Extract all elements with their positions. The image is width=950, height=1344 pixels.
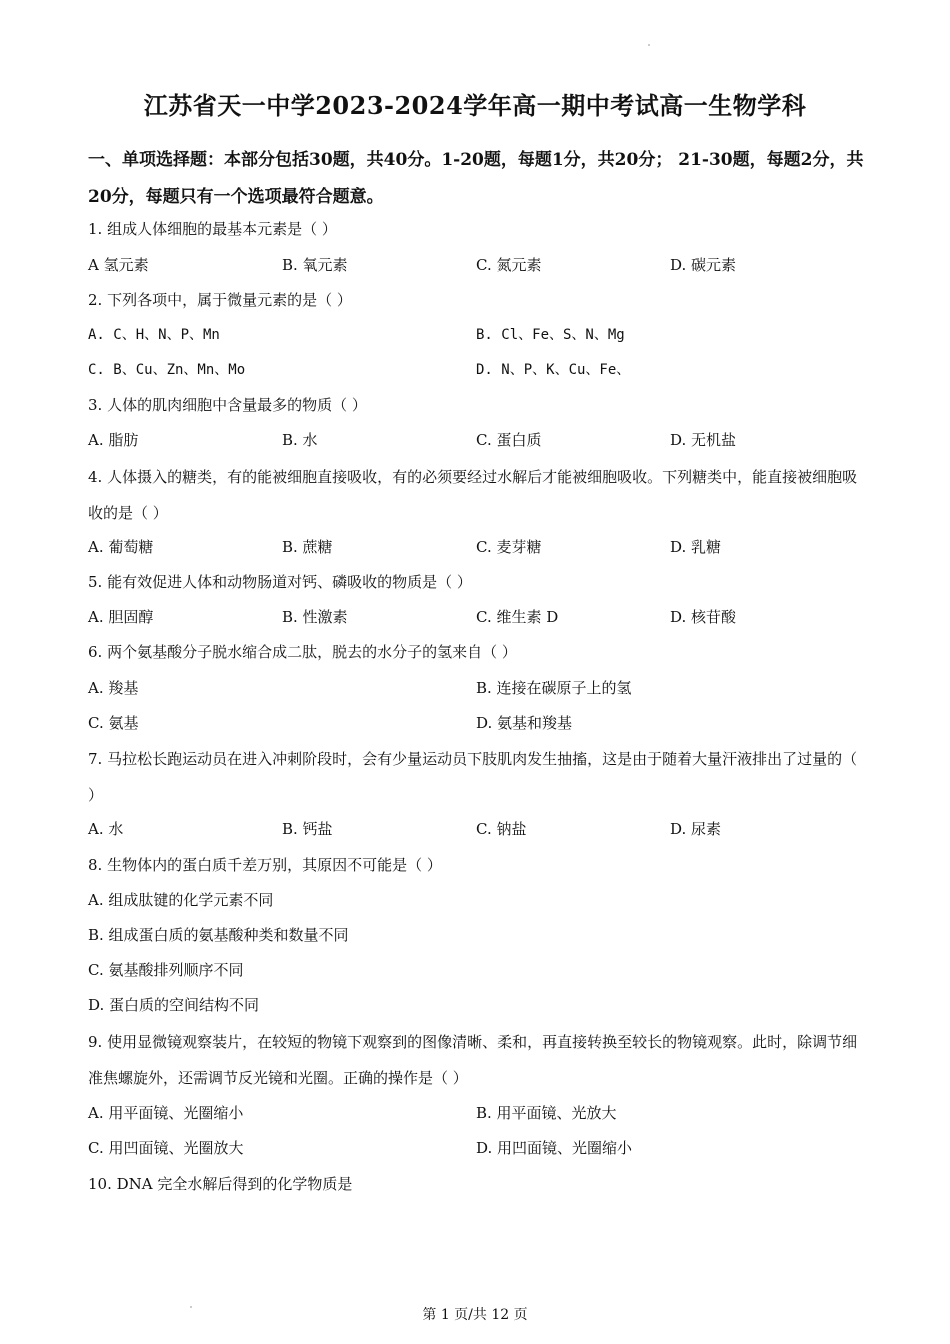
question-6-options-row2 — [88, 706, 868, 741]
option-a: A. 组成肽键的化学元素不同 — [88, 891, 274, 909]
question-7-options — [88, 812, 868, 847]
option-b: B. 组成蛋白质的氨基酸种类和数量不同 — [88, 926, 349, 944]
option-c: C. 钠盐 — [476, 820, 527, 838]
option-b: B. 氧元素 — [282, 256, 348, 274]
option-d: D. 乳糖 — [670, 538, 722, 556]
question-6-options — [88, 671, 868, 706]
question-1-stem: 1. 组成人体细胞的最基本元素是（ ） — [88, 220, 337, 238]
question-9-options — [88, 1096, 868, 1131]
option-d: D. 尿素 — [670, 820, 722, 838]
question-8-stem: 8. 生物体内的蛋白质千差万别，其原因不可能是（ ） — [88, 856, 442, 874]
option-c: C. 氨基酸排列顺序不同 — [88, 961, 244, 979]
option-b: B. 用平面镜、光放大 — [476, 1104, 617, 1122]
option-a: A. 水 — [88, 820, 124, 838]
question-1-options — [88, 248, 868, 283]
option-c: C. 用凹面镜、光圈放大 — [88, 1139, 244, 1157]
option-d: D. 用凹面镜、光圈缩小 — [476, 1139, 633, 1157]
question-5-options — [88, 600, 868, 635]
option-a: A. 用平面镜、光圈缩小 — [88, 1104, 244, 1122]
question-2-stem: 2. 下列各项中，属于微量元素的是（ ） — [88, 291, 352, 309]
question-10-stem: 10. DNA 完全水解后得到的化学物质是 — [88, 1175, 353, 1193]
question-4-stem: 4. 人体摄入的糖类，有的能被细胞直接吸收，有的必须要经过水解后才能被细胞吸收。下列糖类中，能直接被细胞吸收的是（ ） — [88, 468, 858, 522]
option-c: C. 氮元素 — [476, 256, 542, 274]
option-c: C. 麦芽糖 — [476, 538, 542, 556]
question-2-options — [88, 318, 868, 353]
question-9-options-row2 — [88, 1131, 868, 1166]
option-c: C. B、Cu、Zn、Mn、Mo — [88, 362, 246, 378]
option-d: D. 核苷酸 — [670, 608, 737, 626]
question-6-stem: 6. 两个氨基酸分子脱水缩合成二肽，脱去的水分子的氢来自（ ） — [88, 643, 517, 661]
question-3-options — [88, 423, 868, 458]
option-d: D. N、P、K、Cu、Fe、 — [476, 362, 631, 378]
option-c: C. 氨基 — [88, 714, 139, 732]
option-b: B. 水 — [282, 431, 318, 449]
option-d: D. 蛋白质的空间结构不同 — [88, 996, 260, 1014]
question-4-options — [88, 530, 868, 565]
question-7-stem: 7. 马拉松长跑运动员在进入冲刺阶段时，会有少量运动员下肢肌肉发生抽搐，这是由于随着大量汗液排出了过量的（ ） — [88, 750, 858, 804]
option-a: A. 胆固醇 — [88, 608, 154, 626]
option-d: D. 氨基和羧基 — [476, 714, 573, 732]
option-c: C. 蛋白质 — [476, 431, 542, 449]
option-d: D. 碳元素 — [670, 256, 737, 274]
section-heading: 一、单项选择题：本部分包括30题，共40分。1-20题，每题1分，共20分； 21-30题，每题2分，共20分，每题只有一个选项最符合题意。 — [88, 150, 864, 207]
question-2-options-row2 — [88, 353, 868, 388]
option-b: B. 钙盐 — [282, 820, 333, 838]
option-a: A. 脂肪 — [88, 431, 139, 449]
page-footer: 第 1 页/共 12 页 — [422, 1307, 528, 1323]
scan-dot — [648, 44, 650, 46]
question-9-stem: 9. 使用显微镜观察装片，在较短的物镜下观察到的图像清晰、柔和，再直接转换至较长的物镜观察。此时，除调节细准焦螺旋外，还需调节反光镜和光圈。正确的操作是（ ） — [88, 1033, 858, 1087]
option-a: A. 羧基 — [88, 679, 139, 697]
option-b: B. 蔗糖 — [282, 538, 333, 556]
option-b: B. 性激素 — [282, 608, 348, 626]
option-a: A. 葡萄糖 — [88, 538, 154, 556]
question-5-stem: 5. 能有效促进人体和动物肠道对钙、磷吸收的物质是（ ） — [88, 573, 472, 591]
option-c: C. 维生素 D — [476, 608, 559, 626]
option-b: B. Cl、Fe、S、N、Mg — [476, 327, 625, 343]
option-a: A 氢元素 — [88, 256, 149, 274]
question-3-stem: 3. 人体的肌肉细胞中含量最多的物质（ ） — [88, 396, 367, 414]
option-d: D. 无机盐 — [670, 431, 737, 449]
option-b: B. 连接在碳原子上的氢 — [476, 679, 632, 697]
option-a: A. C、H、N、P、Mn — [88, 327, 220, 343]
page-title: 江苏省天一中学2023-2024学年高一期中考试高一生物学科 — [143, 91, 807, 120]
